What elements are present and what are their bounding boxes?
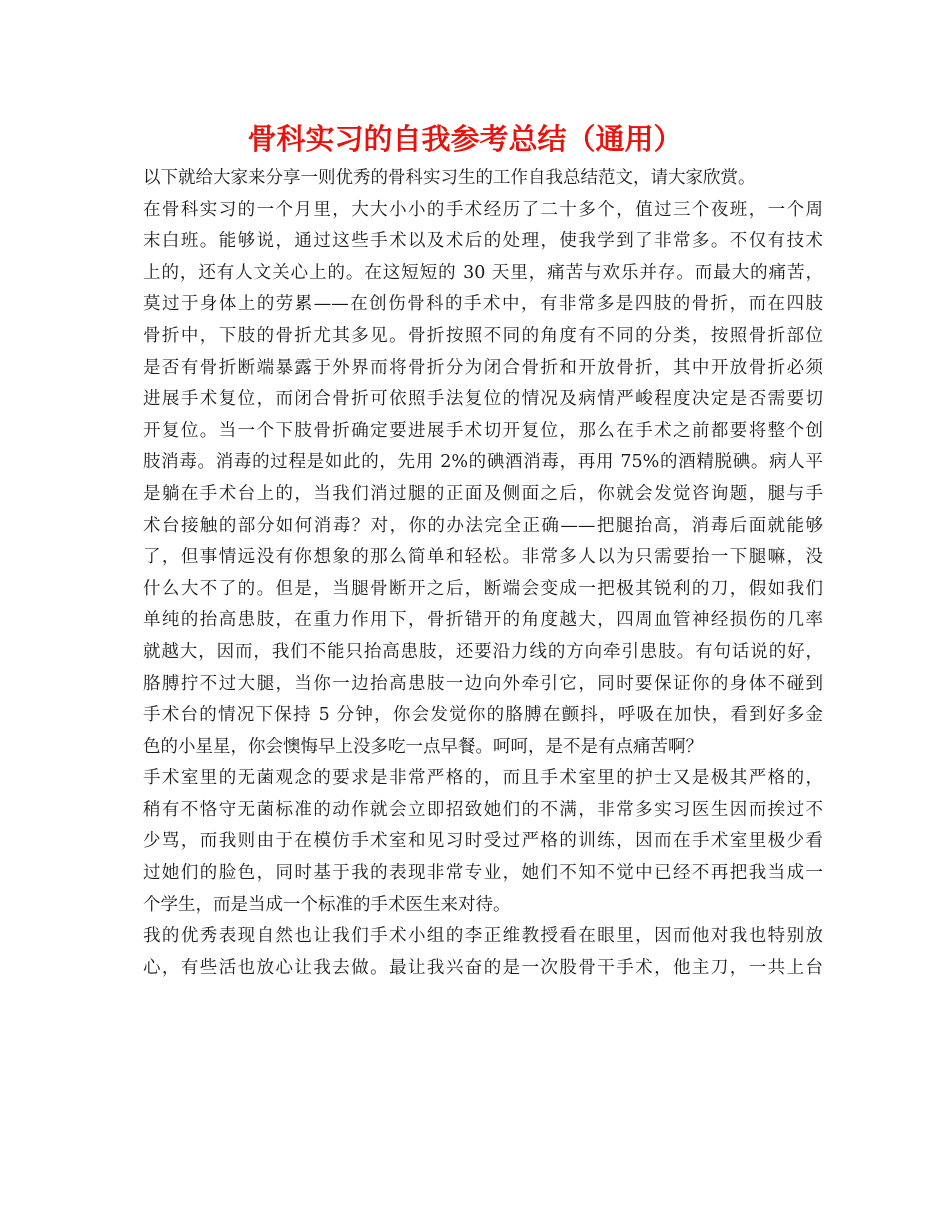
text-line: 就越大，因而，我们不能只抬高患肢，还要沿力线的方向牵引患肢。有句话说的好，: [143, 641, 823, 662]
text-line: 单纯的抬高患肢，在重力作用下，骨折错开的角度越大，四周血管神经损伤的几率: [143, 610, 823, 631]
text-line: 个学生，而是当成一个标准的手术医生来对待。: [143, 894, 511, 915]
text-line: 少骂，而我则由于在模仿手术室和见习时受过严格的训练，因而在手术室里极少看: [143, 831, 823, 852]
text-line: 末白班。能够说，通过这些手术以及术后的处理，使我学到了非常多。不仅有技术: [143, 231, 823, 252]
document-title: 骨科实习的自我参考总结（通用）: [247, 122, 683, 156]
text-line: 我的优秀表现自然也让我们手术小组的李正维教授看在眼里，因而他对我也特别放: [143, 926, 823, 947]
text-line: 胳膊拧不过大腿，当你一边抬高患肢一边向外牵引它，同时要保证你的身体不碰到: [143, 673, 823, 694]
text-line: 心，有些活也放心让我去做。最让我兴奋的是一次股骨干手术，他主刀，一共上台: [143, 957, 823, 978]
text-line: 上的，还有人文关心上的。在这短短的 30 天里，痛苦与欢乐并存。而最大的痛苦，: [143, 262, 823, 283]
text-line: 过她们的脸色，同时基于我的表现非常专业，她们不知不觉中已经不再把我当成一: [143, 863, 823, 884]
text-line: 是躺在手术台上的，当我们消过腿的正面及侧面之后，你就会发觉咨询题，腿与手: [143, 483, 823, 504]
text-line: 色的小星星，你会懊悔早上没多吃一点早餐。呵呵，是不是有点痛苦啊？: [143, 736, 703, 757]
text-line: 术台接触的部分如何消毒？对，你的办法完全正确——把腿抬高，消毒后面就能够: [143, 515, 823, 536]
text-line: 什么大不了的。但是，当腿骨断开之后，断端会变成一把极其锐利的刀，假如我们: [143, 578, 823, 599]
text-line: 肢消毒。消毒的过程是如此的，先用 2%的碘酒消毒，再用 75%的酒精脱碘。病人平: [143, 452, 823, 473]
text-line: 手术室里的无菌观念的要求是非常严格的，而且手术室里的护士又是极其严格的，: [143, 768, 823, 789]
text-line: 手术台的情况下保持 5 分钟，你会发觉你的胳膊在颤抖，呼吸在加快，看到好多金: [143, 705, 823, 726]
text-line: 进展手术复位，而闭合骨折可依照手法复位的情况及病情严峻程度决定是否需要切: [143, 389, 823, 410]
text-line: 莫过于身体上的劳累——在创伤骨科的手术中，有非常多是四肢的骨折，而在四肢: [143, 294, 823, 315]
text-line: 以下就给大家来分享一则优秀的骨科实习生的工作自我总结范文，请大家欣赏。: [143, 168, 756, 188]
text-line: 开复位。当一个下肢骨折确定要进展手术切开复位，那么在手术之前都要将整个创: [143, 420, 823, 441]
text-line: 了，但事情远没有你想象的那么简单和轻松。非常多人以为只需要抬一下腿嘛，没: [143, 547, 823, 568]
document-body: [143, 163, 823, 984]
text-line: 骨折中，下肢的骨折尤其多见。骨折按照不同的角度有不同的分类，按照骨折部位: [143, 325, 823, 346]
text-line: 在骨科实习的一个月里，大大小小的手术经历了二十多个，值过三个夜班，一个周: [143, 199, 823, 220]
text-line: 是否有骨折断端暴露于外界而将骨折分为闭合骨折和开放骨折，其中开放骨折必须: [143, 357, 823, 378]
text-line: 稍有不恪守无菌标准的动作就会立即招致她们的不满，非常多实习医生因而挨过不: [143, 799, 823, 820]
